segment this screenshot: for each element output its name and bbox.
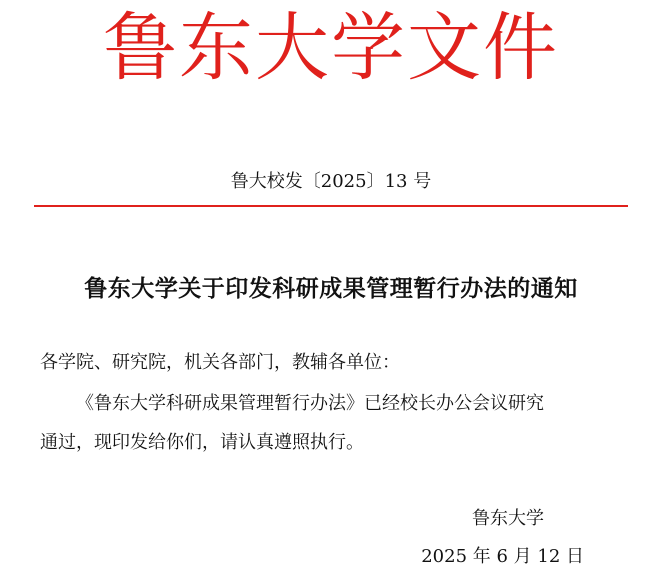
document-header-title: 鲁东大学文件 [103, 5, 559, 91]
signature-organization: 鲁东大学 [472, 508, 544, 529]
notice-title: 鲁东大学关于印发科研成果管理暂行办法的通知 [84, 275, 578, 302]
signature-date: 2025 年 6 月 12 日 [421, 546, 584, 567]
salutation-line: 各学院、研究院，机关各部门，教辅各单位： [40, 352, 400, 373]
body-paragraph-line-2: 通过，现印发给你们，请认真遵照执行。 [40, 432, 364, 453]
document-number: 鲁大校发〔2025〕13 号 [230, 171, 432, 192]
body-paragraph-line-1: 《鲁东大学科研成果管理暂行办法》已经校长办公会议研究 [76, 393, 544, 414]
header-divider-line [34, 205, 628, 207]
